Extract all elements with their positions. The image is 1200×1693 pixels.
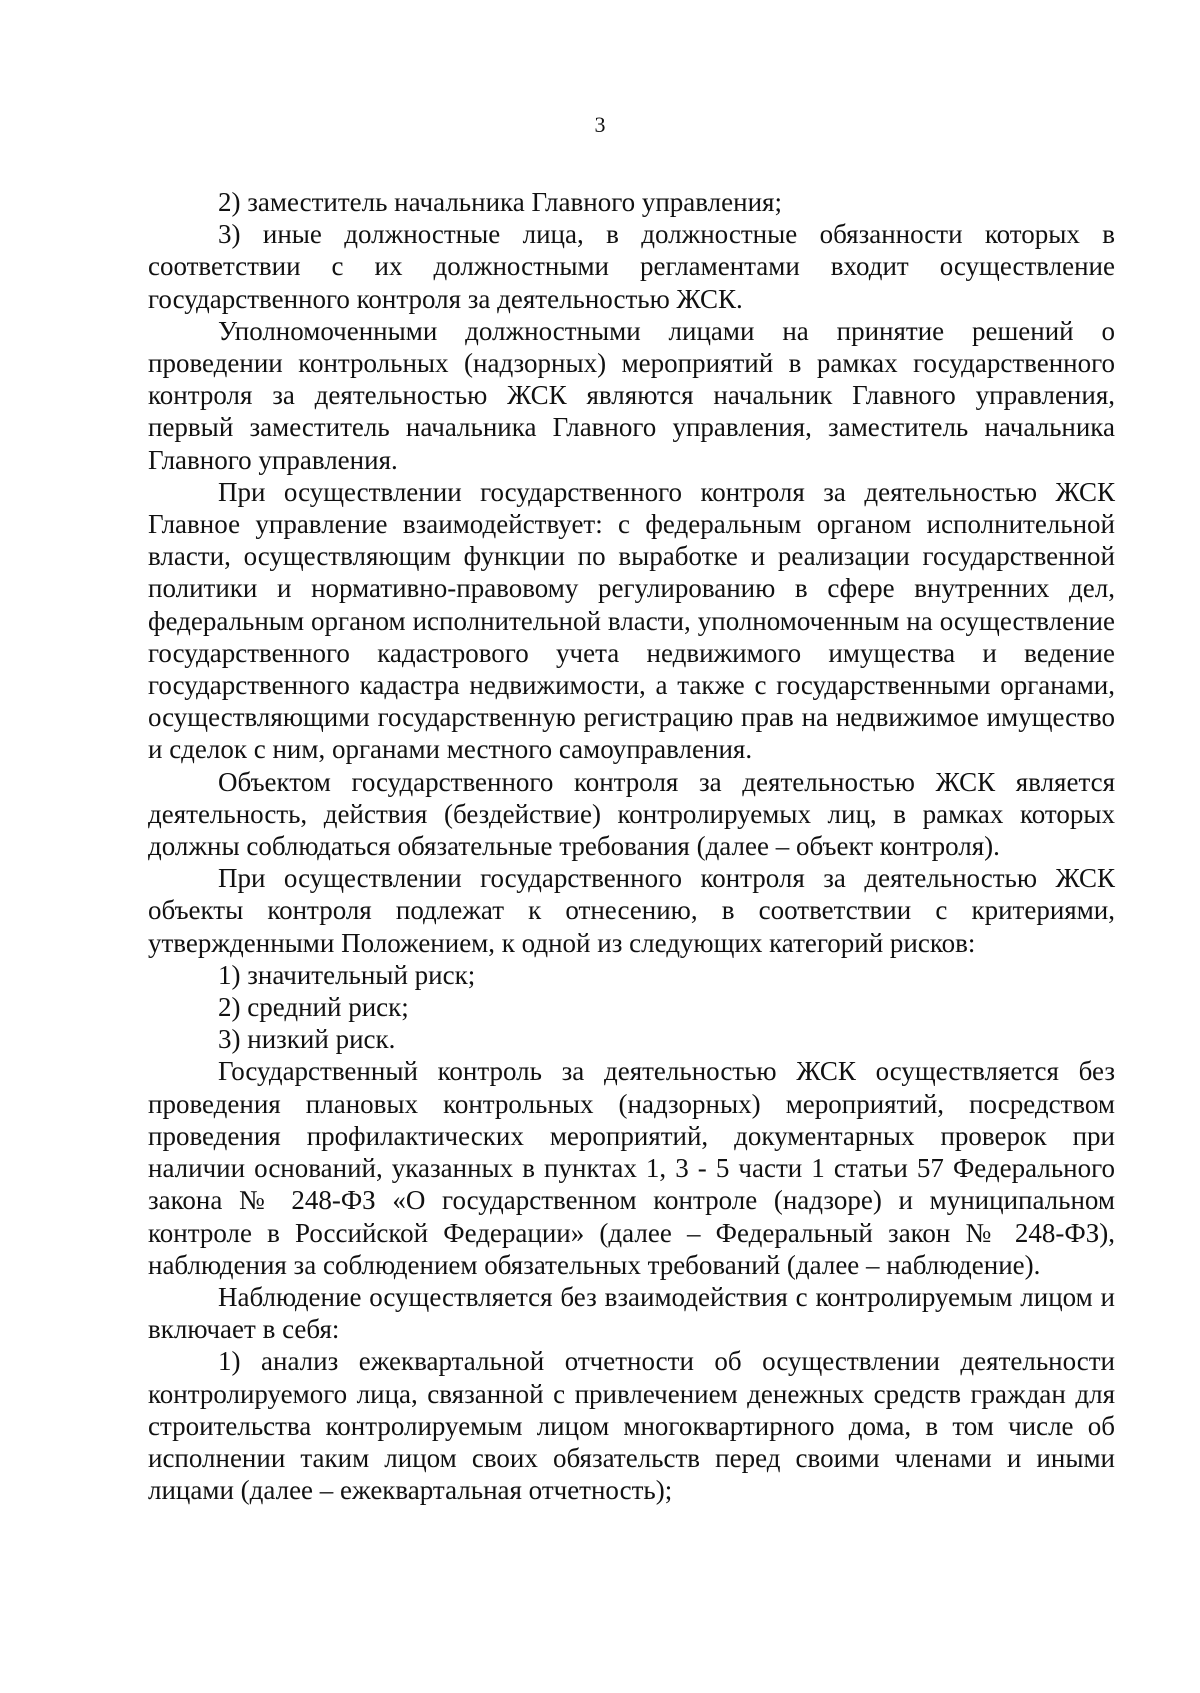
list-item-quarterly-report-analysis: 1) анализ ежеквартальной отчетности об осуществлении деятельности контролируемого лица, связанной с привлечением денежных средств граждан для строительства контролируемым лицом многоквартирного дома, в том числе об исполнении таким лицом своих обязательств перед своими членами и иными лицами (далее – ежеквартальная отчетность); <box>148 1346 1115 1506</box>
page-number: 3 <box>594 112 606 137</box>
document-body <box>148 186 1115 1506</box>
list-item-significant-risk: 1) значительный риск; <box>218 959 476 990</box>
list-item-low-risk: 3) низкий риск. <box>218 1024 396 1055</box>
list-item-medium-risk: 2) средний риск; <box>218 992 409 1023</box>
paragraph-interaction: При осуществлении государственного контроля за деятельностью ЖСК Главное управление взаимодействует: с федеральным органом исполнительной власти, осуществляющим функции по выработке и реализации государственной политики и нормативно-правовому регулированию в сфере внутренних дел, федеральным органом исполнительной власти, уполномоченным на осуществление государственного кадастрового учета недвижимого имущества и ведение государственного кадастра недвижимости, а также с государственными органами, осуществляющими государственную регистрацию прав на недвижимое имущество и сделок с ним, органами местного самоуправления. <box>148 476 1115 765</box>
paragraph-observation: Наблюдение осуществляется без взаимодействия с контролируемым лицом и включает в себя: <box>148 1281 1115 1345</box>
list-item-other-officials: 3) иные должностные лица, в должностные обязанности которых в соответствии с их должностными регламентами входит осуществление государственного контроля за деятельностью ЖСК. <box>148 219 1115 314</box>
paragraph-authorized-officials: Уполномоченными должностными лицами на принятие решений о проведении контрольных (надзорных) мероприятий в рамках государственного контроля за деятельностью ЖСК являются начальник Главного управления, первый заместитель начальника Главного управления, заместитель начальника Главного управления. <box>148 315 1115 475</box>
paragraph-control-object: Объектом государственного контроля за деятельностью ЖСК является деятельность, действия (бездействие) контролируемых лиц, в рамках которых должны соблюдаться обязательные требования (далее – объект контроля). <box>148 766 1115 862</box>
list-item-deputy-head: 2) заместитель начальника Главного управления; <box>218 187 782 217</box>
paragraph-risk-categories: При осуществлении государственного контроля за деятельностью ЖСК объекты контроля подлежат к отнесению, в соответствии с критериями, утвержденными Положением, к одной из следующих категорий рисков: <box>148 863 1115 958</box>
paragraph-control-methods: Государственный контроль за деятельностью ЖСК осуществляется без проведения плановых контрольных (надзорных) мероприятий, посредством проведения профилактических мероприятий, документарных проверок при наличии оснований, указанных в пунктах 1, 3 - 5 части 1 статьи 57 Федерального закона № 248-ФЗ «О государственном контроле (надзоре) и муниципальном контроле в Российской Федерации» (далее – Федеральный закон № 248-ФЗ), наблюдения за соблюдением обязательных требований (далее – наблюдение). <box>148 1056 1115 1280</box>
